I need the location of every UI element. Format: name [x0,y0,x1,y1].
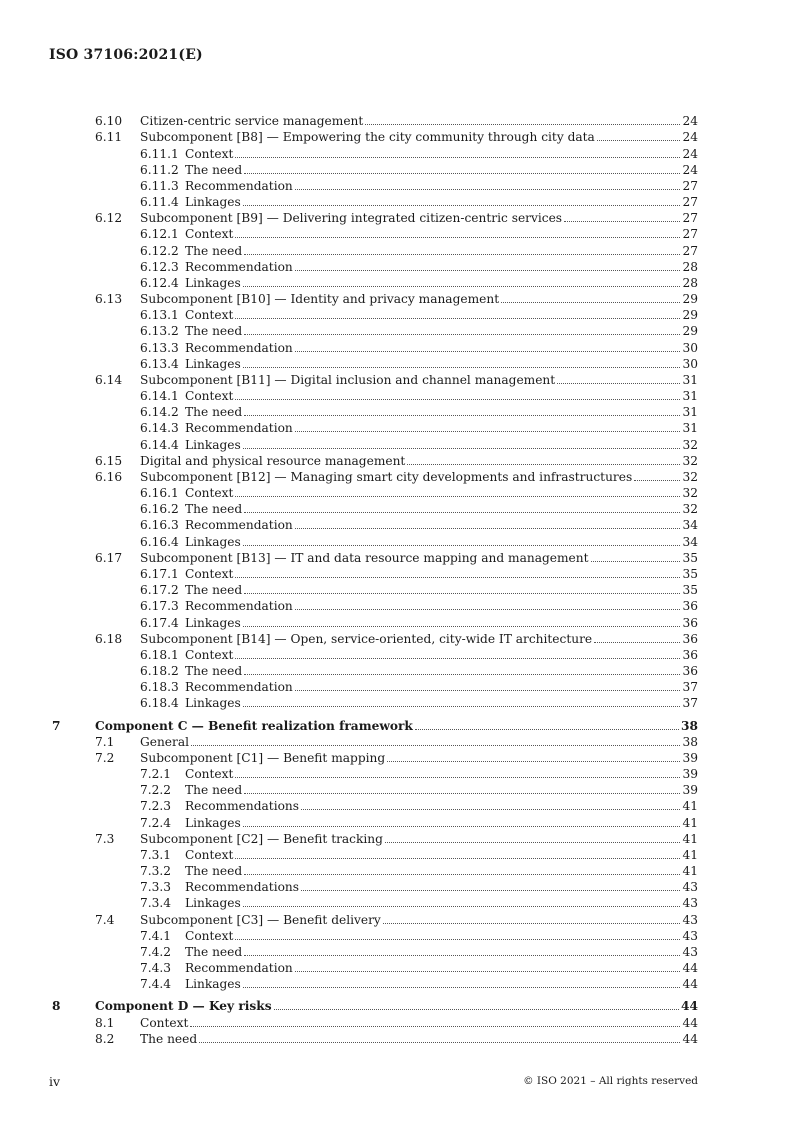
dot-leader [301,809,680,810]
toc-entry-page: 43 [682,912,698,927]
toc-entry-page: 35 [682,566,698,581]
toc-entry-page: 30 [682,356,698,371]
toc-entry-number: 6.13.4 [140,356,179,371]
toc-entry-page: 28 [682,259,698,274]
toc-entry[interactable] [52,1013,698,1029]
dot-leader [235,777,680,778]
toc-entry-page: 43 [682,944,698,959]
toc-entry[interactable] [52,1030,698,1046]
toc-entry-page: 36 [682,599,698,614]
dot-leader [235,237,680,238]
toc-entry-title: Linkages [185,437,241,452]
toc-entry[interactable] [52,678,698,694]
toc-entry-page: 38 [682,734,698,749]
toc-entry-number: 7.3.4 [140,896,172,911]
toc-entry-title: Linkages [185,977,241,992]
toc-entry-title: Linkages [185,534,241,549]
toc-entry-page: 44 [682,1015,698,1030]
toc-entry-page: 36 [682,615,698,630]
toc-entry-title: Subcomponent [B12] — Managing smart city developments and infrastructures [140,469,633,484]
toc-entry-title: The need [185,783,243,798]
toc-entry-number: 7.4.1 [140,928,172,943]
dot-leader [295,528,681,529]
dot-leader [295,971,681,972]
toc-entry-page: 43 [682,928,698,943]
toc-entry[interactable] [52,781,698,797]
toc-entry-number: 6.17.3 [140,599,179,614]
dot-leader [235,658,680,659]
dot-leader [501,302,680,303]
toc-entry[interactable] [52,128,698,144]
toc-entry-number: 6.11.3 [140,178,179,193]
toc-entry[interactable] [52,387,698,403]
dot-leader [243,448,681,449]
toc-entry[interactable] [52,468,698,484]
page-number: iv [49,1074,61,1089]
dot-leader [301,890,680,891]
toc-entry[interactable] [52,694,698,710]
toc-entry[interactable] [52,500,698,516]
toc-entry-page: 24 [682,114,698,129]
toc-entry-page: 39 [682,750,698,765]
toc-entry-title: Context [185,227,234,242]
toc-entry-page: 27 [682,227,698,242]
toc-entry-number: 6.17.1 [140,566,179,581]
toc-entry-title: Subcomponent [B14] — Open, service-oriented, city-wide IT architecture [140,631,593,646]
toc-entry-page: 34 [682,518,698,533]
toc-entry-number: 7.2 [95,750,115,765]
toc-entry-title: Citizen-centric service management [140,114,364,129]
toc-entry-number: 6.15 [95,453,123,468]
toc-entry-title: The need [185,502,243,517]
dot-leader [597,140,681,141]
toc-entry-number: 6.12.2 [140,243,179,258]
toc-entry[interactable] [52,161,698,177]
toc-entry-number: 6.13.1 [140,308,179,323]
toc-entry-page: 43 [682,880,698,895]
toc-entry-title: The need [185,324,243,339]
toc-entry[interactable] [52,241,698,257]
toc-entry-number: 6.14.1 [140,389,179,404]
toc-entry-title: Recommendation [185,259,293,274]
toc-entry-page: 24 [682,146,698,161]
toc-entry-number: 7 [52,718,61,733]
dot-leader [235,496,680,497]
dot-leader [243,626,681,627]
toc-entry-number: 7.4 [95,912,115,927]
toc-entry-title: Context [140,1015,189,1030]
toc-entry-title: General [140,734,189,749]
toc-entry-page: 32 [682,469,698,484]
toc-entry[interactable] [52,484,698,500]
toc-entry-title: Context [185,928,234,943]
toc-entry-number: 6.12.4 [140,275,179,290]
toc-entry-title: Linkages [185,696,241,711]
toc-entry[interactable] [52,846,698,862]
toc-entry[interactable] [52,193,698,209]
toc-entry-page: 31 [682,372,698,387]
toc-entry-page: 37 [682,696,698,711]
toc-entry-page: 41 [682,799,698,814]
toc-entry-title: Context [185,146,234,161]
dot-leader [244,173,680,174]
dot-leader [243,987,681,988]
toc-entry-page: 44 [681,999,698,1014]
dot-leader [243,286,681,287]
toc-entry-page: 27 [682,178,698,193]
toc-entry-number: 6.18.2 [140,664,179,679]
dot-leader [244,254,680,255]
dot-leader [235,858,680,859]
toc-entry-number: 6.16.4 [140,534,179,549]
toc-entry-page: 35 [682,583,698,598]
toc-entry[interactable] [52,419,698,435]
toc-entry-page: 28 [682,275,698,290]
toc-entry-number: 7.4.2 [140,944,172,959]
dot-leader [199,1042,680,1043]
toc-entry-number: 7.2.4 [140,815,172,830]
dot-leader [415,729,679,730]
toc-entry-number: 8 [52,999,61,1014]
dot-leader [235,399,680,400]
toc-entry-title: The need [185,583,243,598]
toc-entry-page: 36 [682,631,698,646]
dot-leader [243,706,681,707]
toc-entry-title: Subcomponent [B11] — Digital inclusion and channel management [140,372,556,387]
dot-leader [243,367,681,368]
toc-entry-title: Linkages [185,815,241,830]
toc-entry[interactable] [52,549,698,565]
toc-entry[interactable] [52,749,698,765]
toc-entry-page: 30 [682,340,698,355]
dot-leader [191,745,680,746]
toc-entry-title: Context [185,486,234,501]
toc-entry[interactable] [52,225,698,241]
toc-entry-page: 24 [682,162,698,177]
toc-entry-title: Recommendation [185,961,293,976]
toc-entry[interactable] [52,516,698,532]
toc-entry-number: 7.2.3 [140,799,172,814]
toc-entry-page: 44 [682,977,698,992]
toc-entry[interactable] [52,258,698,274]
dot-leader [235,577,680,578]
toc-entry-title: The need [185,243,243,258]
toc-entry-title: Subcomponent [B10] — Identity and privacy management [140,292,500,307]
toc-entry-title: The need [185,944,243,959]
toc-entry-number: 6.17.2 [140,583,179,598]
toc-entry-page: 39 [682,783,698,798]
dot-leader [295,431,681,432]
toc-entry-title: The need [185,664,243,679]
toc-entry-title: Subcomponent [C1] — Benefit mapping [140,750,386,765]
toc-entry-number: 7.4.4 [140,977,172,992]
toc-entry[interactable] [52,209,698,225]
toc-entry-number: 7.4.3 [140,961,172,976]
toc-entry[interactable] [52,112,698,128]
dot-leader [634,480,680,481]
toc-entry-number: 8.2 [95,1031,115,1046]
dot-leader [564,221,680,222]
toc-entry-page: 41 [682,864,698,879]
toc-entry-page: 29 [682,308,698,323]
toc-entry-title: Recommendation [185,340,293,355]
dot-leader [235,157,680,158]
toc-entry-title: Component D — Key risks [95,999,272,1014]
toc-entry[interactable] [52,355,698,371]
toc-entry[interactable] [52,290,698,306]
toc-entry-number: 7.2.2 [140,783,172,798]
toc-entry[interactable] [52,630,698,646]
toc-entry-title: Context [185,566,234,581]
toc-entry[interactable] [52,894,698,910]
toc-entry-page: 43 [682,896,698,911]
toc-entry-number: 6.14 [95,372,123,387]
toc-entry[interactable] [52,452,698,468]
toc-entry-title: Subcomponent [B9] — Delivering integrated citizen-centric services [140,211,563,226]
toc-entry-number: 6.18.1 [140,647,179,662]
toc-entry[interactable] [52,797,698,813]
toc-entry-number: 6.16.1 [140,486,179,501]
toc-entry-title: Context [185,767,234,782]
toc-entry-page: 44 [682,1031,698,1046]
toc-entry-title: Linkages [185,896,241,911]
dot-leader [295,270,681,271]
dot-leader [244,415,680,416]
dot-leader [244,593,680,594]
toc-entry-number: 6.14.3 [140,421,179,436]
toc-entry-title: Subcomponent [B8] — Empowering the city community through city data [140,130,595,145]
toc-entry[interactable] [52,613,698,629]
toc-entry-number: 7.3 [95,831,115,846]
dot-leader [594,642,680,643]
toc-entry[interactable] [52,306,698,322]
copyright-notice: © ISO 2021 – All rights reserved [523,1075,698,1087]
toc-entry-page: 36 [682,664,698,679]
toc-entry-page: 35 [682,550,698,565]
toc-entry-number: 6.13.2 [140,324,179,339]
toc-entry[interactable] [52,338,698,354]
toc-entry-title: The need [185,864,243,879]
toc-entry-title: Recommendation [185,599,293,614]
toc-entry-number: 6.12 [95,211,123,226]
dot-leader [244,955,680,956]
toc-entry-page: 38 [681,718,698,733]
toc-entry-title: Recommendations [185,880,300,895]
toc-entry[interactable] [52,646,698,662]
toc-entry-title: Context [185,308,234,323]
toc-entry-page: 31 [682,421,698,436]
toc-entry-number: 8.1 [95,1015,115,1030]
toc-entry[interactable] [52,813,698,829]
toc-entry-number: 6.18.4 [140,696,179,711]
toc-entry-title: Recommendation [185,178,293,193]
toc-entry-page: 41 [682,815,698,830]
toc-entry-title: The need [185,405,243,420]
toc-entry-title: Recommendation [185,518,293,533]
toc-entry[interactable] [52,927,698,943]
dot-leader [295,189,681,190]
toc-entry-number: 6.17.4 [140,615,179,630]
dot-leader [274,1009,679,1010]
toc-entry-number: 6.14.2 [140,405,179,420]
toc-entry[interactable] [52,943,698,959]
toc-entry[interactable] [52,274,698,290]
toc-entry-title: The need [140,1031,198,1046]
toc-entry-number: 6.11.1 [140,146,179,161]
dot-leader [235,939,680,940]
dot-leader [243,205,681,206]
toc-entry-page: 34 [682,534,698,549]
toc-entry-title: Recommendations [185,799,300,814]
dot-leader [244,674,680,675]
toc-entry-number: 7.3.3 [140,880,172,895]
toc-entry-number: 6.12.3 [140,259,179,274]
dot-leader [295,609,681,610]
toc-entry-title: Context [185,389,234,404]
toc-entry[interactable] [52,975,698,991]
toc-entry-title: Context [185,647,234,662]
toc-entry-page: 24 [682,130,698,145]
toc-entry-page: 29 [682,292,698,307]
toc-entry-page: 29 [682,324,698,339]
toc-entry-number: 6.16 [95,469,123,484]
toc-entry-page: 32 [682,486,698,501]
toc-entry-number: 6.14.4 [140,437,179,452]
toc-entry[interactable] [52,322,698,338]
toc-entry-title: Linkages [185,275,241,290]
dot-leader [235,318,680,319]
toc-entry[interactable] [52,959,698,975]
toc-entry-number: 6.11 [95,130,123,145]
toc-entry-number: 6.11.2 [140,162,179,177]
toc-entry-page: 27 [682,243,698,258]
toc-entry[interactable] [52,716,698,732]
toc-entry-title: Recommendation [185,421,293,436]
toc-entry-title: Context [185,847,234,862]
toc-entry[interactable] [52,997,698,1013]
toc-entry-title: The need [185,162,243,177]
toc-entry-page: 27 [682,211,698,226]
toc-entry-page: 36 [682,647,698,662]
toc-entry[interactable] [52,910,698,926]
toc-entry-title: Linkages [185,615,241,630]
toc-entry-number: 7.3.2 [140,864,172,879]
toc-entry-page: 44 [682,961,698,976]
dot-leader [295,351,681,352]
dot-leader [557,383,680,384]
toc-entry-title: Subcomponent [C3] — Benefit delivery [140,912,381,927]
toc-entry-number: 7.3.1 [140,847,172,862]
toc-entry-title: Subcomponent [B13] — IT and data resource mapping and management [140,550,589,565]
toc-entry-page: 41 [682,847,698,862]
toc-entry[interactable] [52,662,698,678]
dot-leader [244,874,680,875]
dot-leader [243,826,681,827]
toc-entry[interactable] [52,435,698,451]
toc-entry-page: 32 [682,453,698,468]
toc-entry[interactable] [52,177,698,193]
dot-leader [365,124,680,125]
toc-entry-number: 6.16.2 [140,502,179,517]
toc-entry-page: 39 [682,767,698,782]
toc-entry-title: Recommendation [185,680,293,695]
toc-entry[interactable] [52,581,698,597]
document-id-header: ISO 37106:2021(E) [49,47,203,63]
toc-entry[interactable] [52,597,698,613]
toc-entry[interactable] [52,532,698,548]
toc-entry[interactable] [52,733,698,749]
dot-leader [295,690,681,691]
toc-entry[interactable] [52,144,698,160]
toc-entry-number: 6.13 [95,292,123,307]
toc-entry-page: 27 [682,195,698,210]
table-of-contents [52,112,698,1046]
toc-entry-title: Linkages [185,195,241,210]
toc-entry-title: Subcomponent [C2] — Benefit tracking [140,831,383,846]
toc-entry-number: 6.10 [95,114,123,129]
toc-entry-number: 6.13.3 [140,340,179,355]
toc-entry-page: 37 [682,680,698,695]
toc-entry[interactable] [52,878,698,894]
dot-leader [591,561,681,562]
toc-entry[interactable] [52,565,698,581]
toc-entry-number: 7.2.1 [140,767,172,782]
dot-leader [244,334,680,335]
toc-entry[interactable] [52,371,698,387]
dot-leader [243,906,681,907]
toc-entry-number: 7.1 [95,734,115,749]
toc-entry-page: 32 [682,502,698,517]
dot-leader [387,761,680,762]
dot-leader [383,923,681,924]
toc-entry-page: 32 [682,437,698,452]
dot-leader [243,545,681,546]
toc-entry-title: Linkages [185,356,241,371]
dot-leader [244,793,680,794]
toc-entry-title: Digital and physical resource management [140,453,406,468]
toc-entry-number: 6.18 [95,631,123,646]
toc-entry-number: 6.18.3 [140,680,179,695]
toc-entry[interactable] [52,862,698,878]
toc-entry-title: Component C — Benefit realization framework [95,718,413,733]
dot-leader [190,1026,680,1027]
dot-leader [244,512,680,513]
toc-entry-number: 6.11.4 [140,195,179,210]
toc-entry[interactable] [52,403,698,419]
toc-entry-number: 6.16.3 [140,518,179,533]
toc-entry-page: 31 [682,389,698,404]
toc-entry[interactable] [52,765,698,781]
dot-leader [407,464,680,465]
toc-entry-page: 31 [682,405,698,420]
toc-entry-page: 41 [682,831,698,846]
dot-leader [385,842,681,843]
toc-entry[interactable] [52,830,698,846]
toc-entry-number: 6.12.1 [140,227,179,242]
toc-entry-number: 6.17 [95,550,123,565]
